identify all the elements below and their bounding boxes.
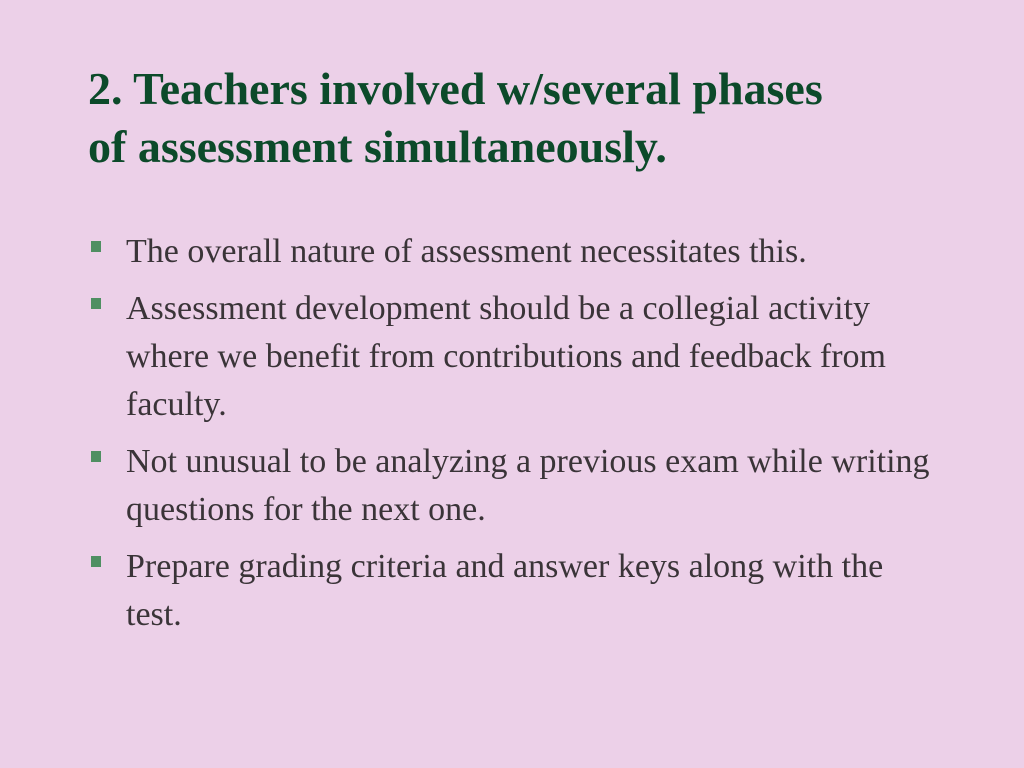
square-bullet-icon [91,556,101,567]
bullet-item-2 [88,285,938,429]
bullet-text-1: The overall nature of assessment necessitates this. [126,233,807,270]
bullet-text-4: Prepare grading criteria and answer keys along with the test. [126,548,884,633]
bullet-text-3: Not unusual to be analyzing a previous exam while writing questions for the next one. [126,443,930,528]
bullet-text-2: Assessment development should be a collegial activity where we benefit from contributions and feedback from faculty. [126,290,886,423]
bullet-item-4 [88,543,938,639]
square-bullet-icon [91,241,101,252]
slide-title: 2. Teachers involved w/several phases of assessment simultaneously. [88,63,823,172]
square-bullet-icon [91,451,101,462]
bullet-item-1 [88,228,938,276]
bullet-list [88,228,938,648]
square-bullet-icon [91,298,101,309]
bullet-item-3 [88,438,938,534]
